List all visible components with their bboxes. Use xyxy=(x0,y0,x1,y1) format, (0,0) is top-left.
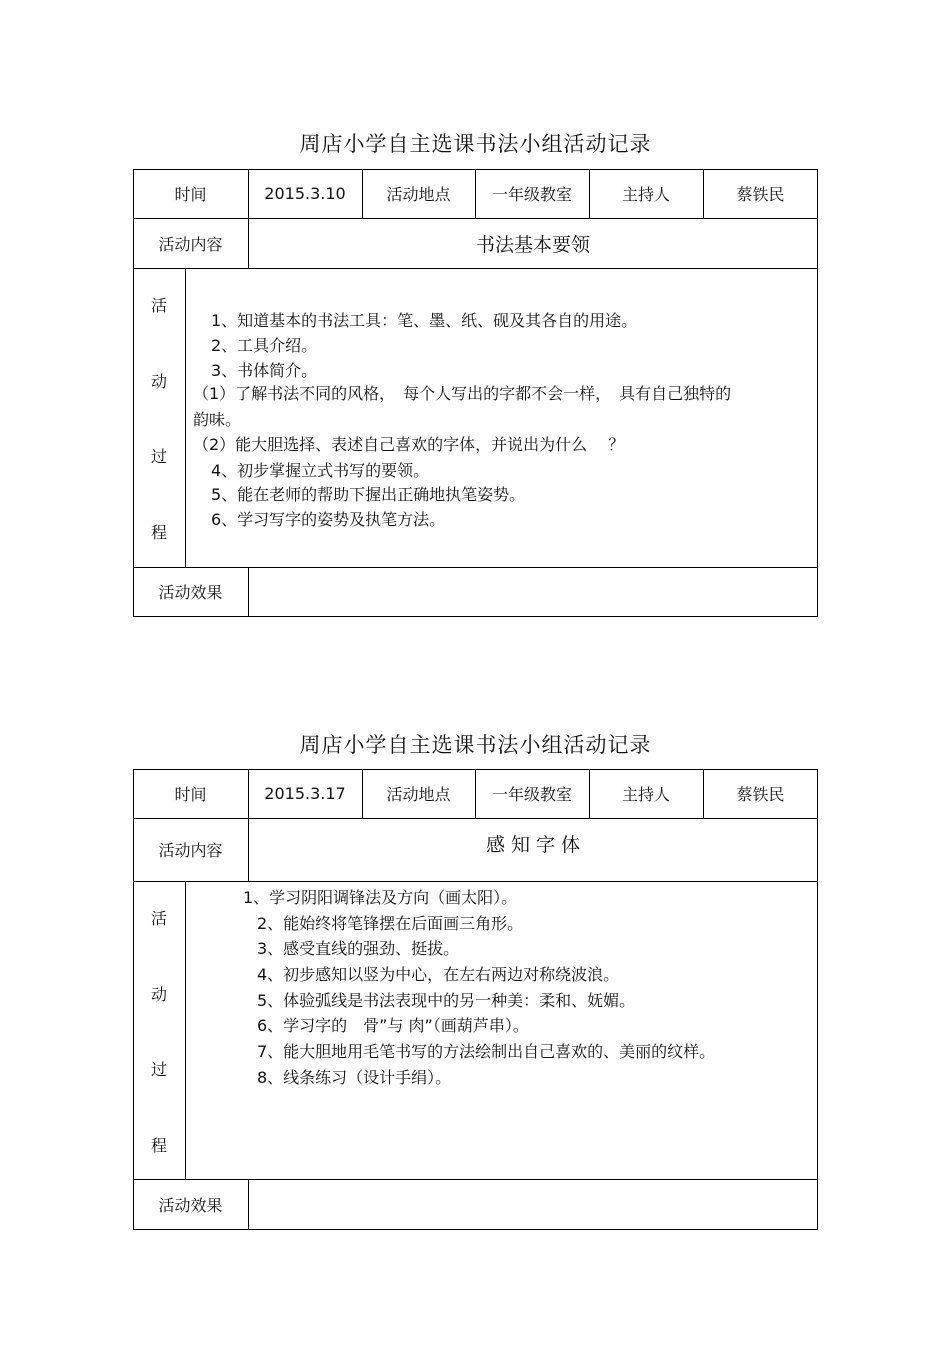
process-line: 4、初步掌握立式书写的要领。 xyxy=(211,461,430,480)
process-label-char: 程 xyxy=(150,522,167,542)
effect-label: 活动效果 xyxy=(158,1195,223,1215)
place-label: 活动地点 xyxy=(386,185,451,204)
content-value: 感 知 字 体 xyxy=(485,833,581,856)
process-label-char: 动 xyxy=(150,371,167,391)
place-label: 活动地点 xyxy=(386,785,451,804)
process-line: 5、体验弧线是书法表现中的另一种美：柔和、妩媚。 xyxy=(257,991,636,1010)
process-line: 6、学习字的 骨”与 肉”（画葫芦串）。 xyxy=(257,1016,529,1035)
process-line: 5、能在老师的帮助下握出正确地执笔姿势。 xyxy=(211,485,526,504)
process-label-char: 程 xyxy=(150,1135,167,1155)
effect-value xyxy=(248,567,818,616)
process-line: 3、感受直线的强劲、挺拔。 xyxy=(257,939,460,958)
process-line: 2、能始终将笔锋摆在后面画三角形。 xyxy=(257,914,524,933)
place-value: 一年级教室 xyxy=(491,185,572,204)
process-line: 8、线条练习（设计手绢）。 xyxy=(257,1068,452,1087)
record-title: 周店小学自主选课书法小组活动记录 xyxy=(299,132,652,156)
process-line: 1、知道基本的书法工具：笔、墨、纸、砚及其各自的用途。 xyxy=(211,311,638,330)
effect-value xyxy=(248,1179,818,1229)
content-label: 活动内容 xyxy=(158,841,223,860)
time-label: 时间 xyxy=(174,785,207,804)
process-line: 韵味。 xyxy=(193,410,242,429)
process-label xyxy=(133,906,185,1156)
process-line: 1、学习阴阳调锋法及方向（画太阳）。 xyxy=(243,888,518,907)
process-line: 6、学习写字的姿势及执笔方法。 xyxy=(211,510,446,529)
record-table xyxy=(133,769,818,1230)
process-line: 7、能大胆地用毛笔书写的方法绘制出自己喜欢的、美丽的纹样。 xyxy=(257,1042,716,1061)
process-line: 4、初步感知以竖为中心，在左右两边对称绕波浪。 xyxy=(257,965,620,984)
place-value: 一年级教室 xyxy=(491,785,572,804)
host-label: 主持人 xyxy=(621,185,670,204)
process-label-char: 活 xyxy=(150,909,167,928)
date-value: 2015.3.17 xyxy=(264,784,346,803)
process-line: 2、工具介绍。 xyxy=(211,336,318,355)
process-label-char: 活 xyxy=(150,296,167,315)
process-line: （2）能大胆选择、表述自己喜欢的字体，并说出为什么 ？ xyxy=(193,435,625,454)
process-label xyxy=(133,293,185,543)
host-label: 主持人 xyxy=(621,785,670,804)
time-label: 时间 xyxy=(174,185,207,204)
content-label: 活动内容 xyxy=(158,234,223,254)
content-value: 书法基本要领 xyxy=(475,233,590,256)
process-label-char: 过 xyxy=(150,1060,167,1080)
process-line: 3、书体简介。 xyxy=(211,361,318,380)
process-label-char: 过 xyxy=(150,447,167,467)
effect-label: 活动效果 xyxy=(158,583,223,602)
date-value: 2015.3.10 xyxy=(264,184,346,203)
host-value: 蔡铁民 xyxy=(736,785,785,804)
host-value: 蔡铁民 xyxy=(736,185,785,204)
process-line: （1）了解书法不同的风格， 每个人写出的字都不会一样， 具有自己独特的 xyxy=(193,384,732,403)
record-table xyxy=(133,169,818,617)
process-label-char: 动 xyxy=(150,984,167,1004)
record-title: 周店小学自主选课书法小组活动记录 xyxy=(299,733,652,757)
